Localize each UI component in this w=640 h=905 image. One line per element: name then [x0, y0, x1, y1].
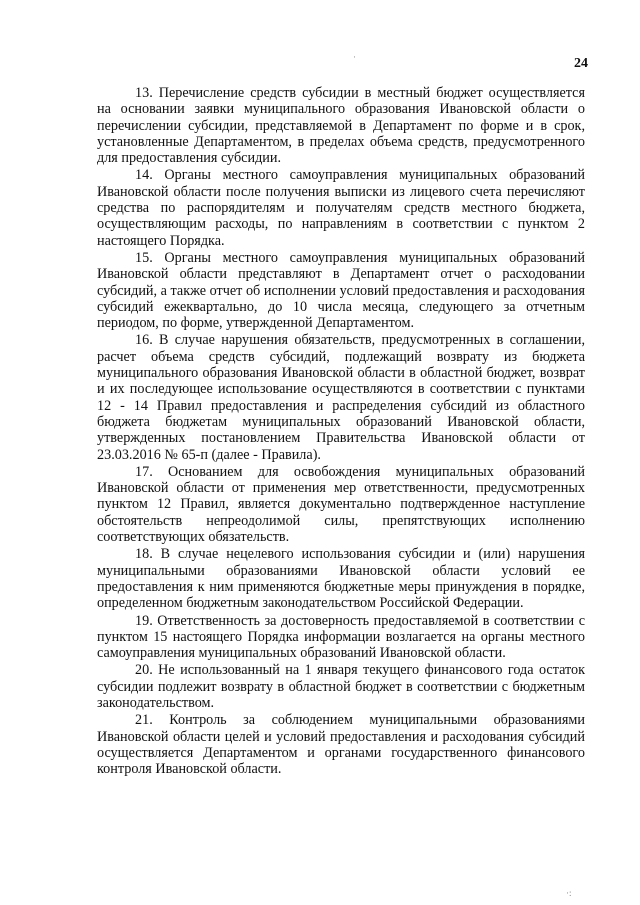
- paragraph-14: 14. Органы местного самоуправления муниципальных образований Ивановской области после получения выписки из лицевого счета перечисляют средства по распорядителям и получателям средств местного бюджета, осуществляющим расходы, по направлениям в соответствии с пунктом 2 настоящего Порядка.: [97, 167, 585, 249]
- document-body: [97, 85, 585, 778]
- paragraph-20: 20. Не использованный на 1 января текущего финансового года остаток субсидии подлежит возврату в областной бюджет в соответствии с бюджетным законодательством.: [97, 662, 585, 711]
- paragraph-19: 19. Ответственность за достоверность предоставляемой в соответствии с пунктом 15 настоящего Порядка информации возлагается на органы местного самоуправления муниципальных образований Ивановской области.: [97, 612, 585, 662]
- paragraph-16: 16. В случае нарушения обязательств, предусмотренных в соглашении, расчет объема средств субсидий, подлежащий возврату из бюджета муниципального образования Ивановской области в областной бюджет, возврат и их последующее использование осуществляются в соответствии с пунктами 12 - 14 Правил предоставления и распределения субсидий из областного бюджета бюджетам муниципальных образований Ивановской области, утвержденных постановлением Правительства Ивановской области от 23.03.2016 № 65-п (далее - Правила).: [97, 332, 585, 463]
- paragraph-21: 21. Контроль за соблюдением муниципальными образованиями Ивановской области целей и условий предоставления и расходования субсидий осуществляется Департаментом и органами государственного финансового контроля Ивановской области.: [97, 712, 585, 778]
- paragraph-18: 18. В случае нецелевого использования субсидии и (или) нарушения муниципальными образованиями Ивановской области условий ее предоставления к ним применяются бюджетные меры принуждения в порядке, определенном бюджетным законодательством Российской Федерации.: [97, 546, 585, 612]
- scan-artifact: ·: [353, 52, 356, 62]
- page-number: 24: [574, 56, 588, 71]
- paragraph-15: 15. Органы местного самоуправления муниципальных образований Ивановской области представляют в Департамент отчет о расходовании субсидий, а также отчет об исполнении условий предоставления и расходования субсидий ежеквартально, до 10 числа месяца, следующего за отчетным периодом, по форме, утвержденной Департаментом.: [97, 249, 585, 332]
- paragraph-13: 13. Перечисление средств субсидии в местный бюджет осуществляется на основании заявки муниципального образования Ивановской области о перечислении субсидии, представляемой в Департамент по форме и в срок, установленные Департаментом, в пределах объема средств, предусмотренного для предоставления субсидии.: [97, 85, 585, 167]
- paragraph-17: 17. Основанием для освобождения муниципальных образований Ивановской области от применения мер ответственности, предусмотренных пунктом 12 Правил, является документально подтвержденное наступление обстоятельств непреодолимой силы, препятствующих исполнению соответствующих обязательств.: [97, 463, 585, 546]
- scan-artifact: ·:: [566, 888, 572, 898]
